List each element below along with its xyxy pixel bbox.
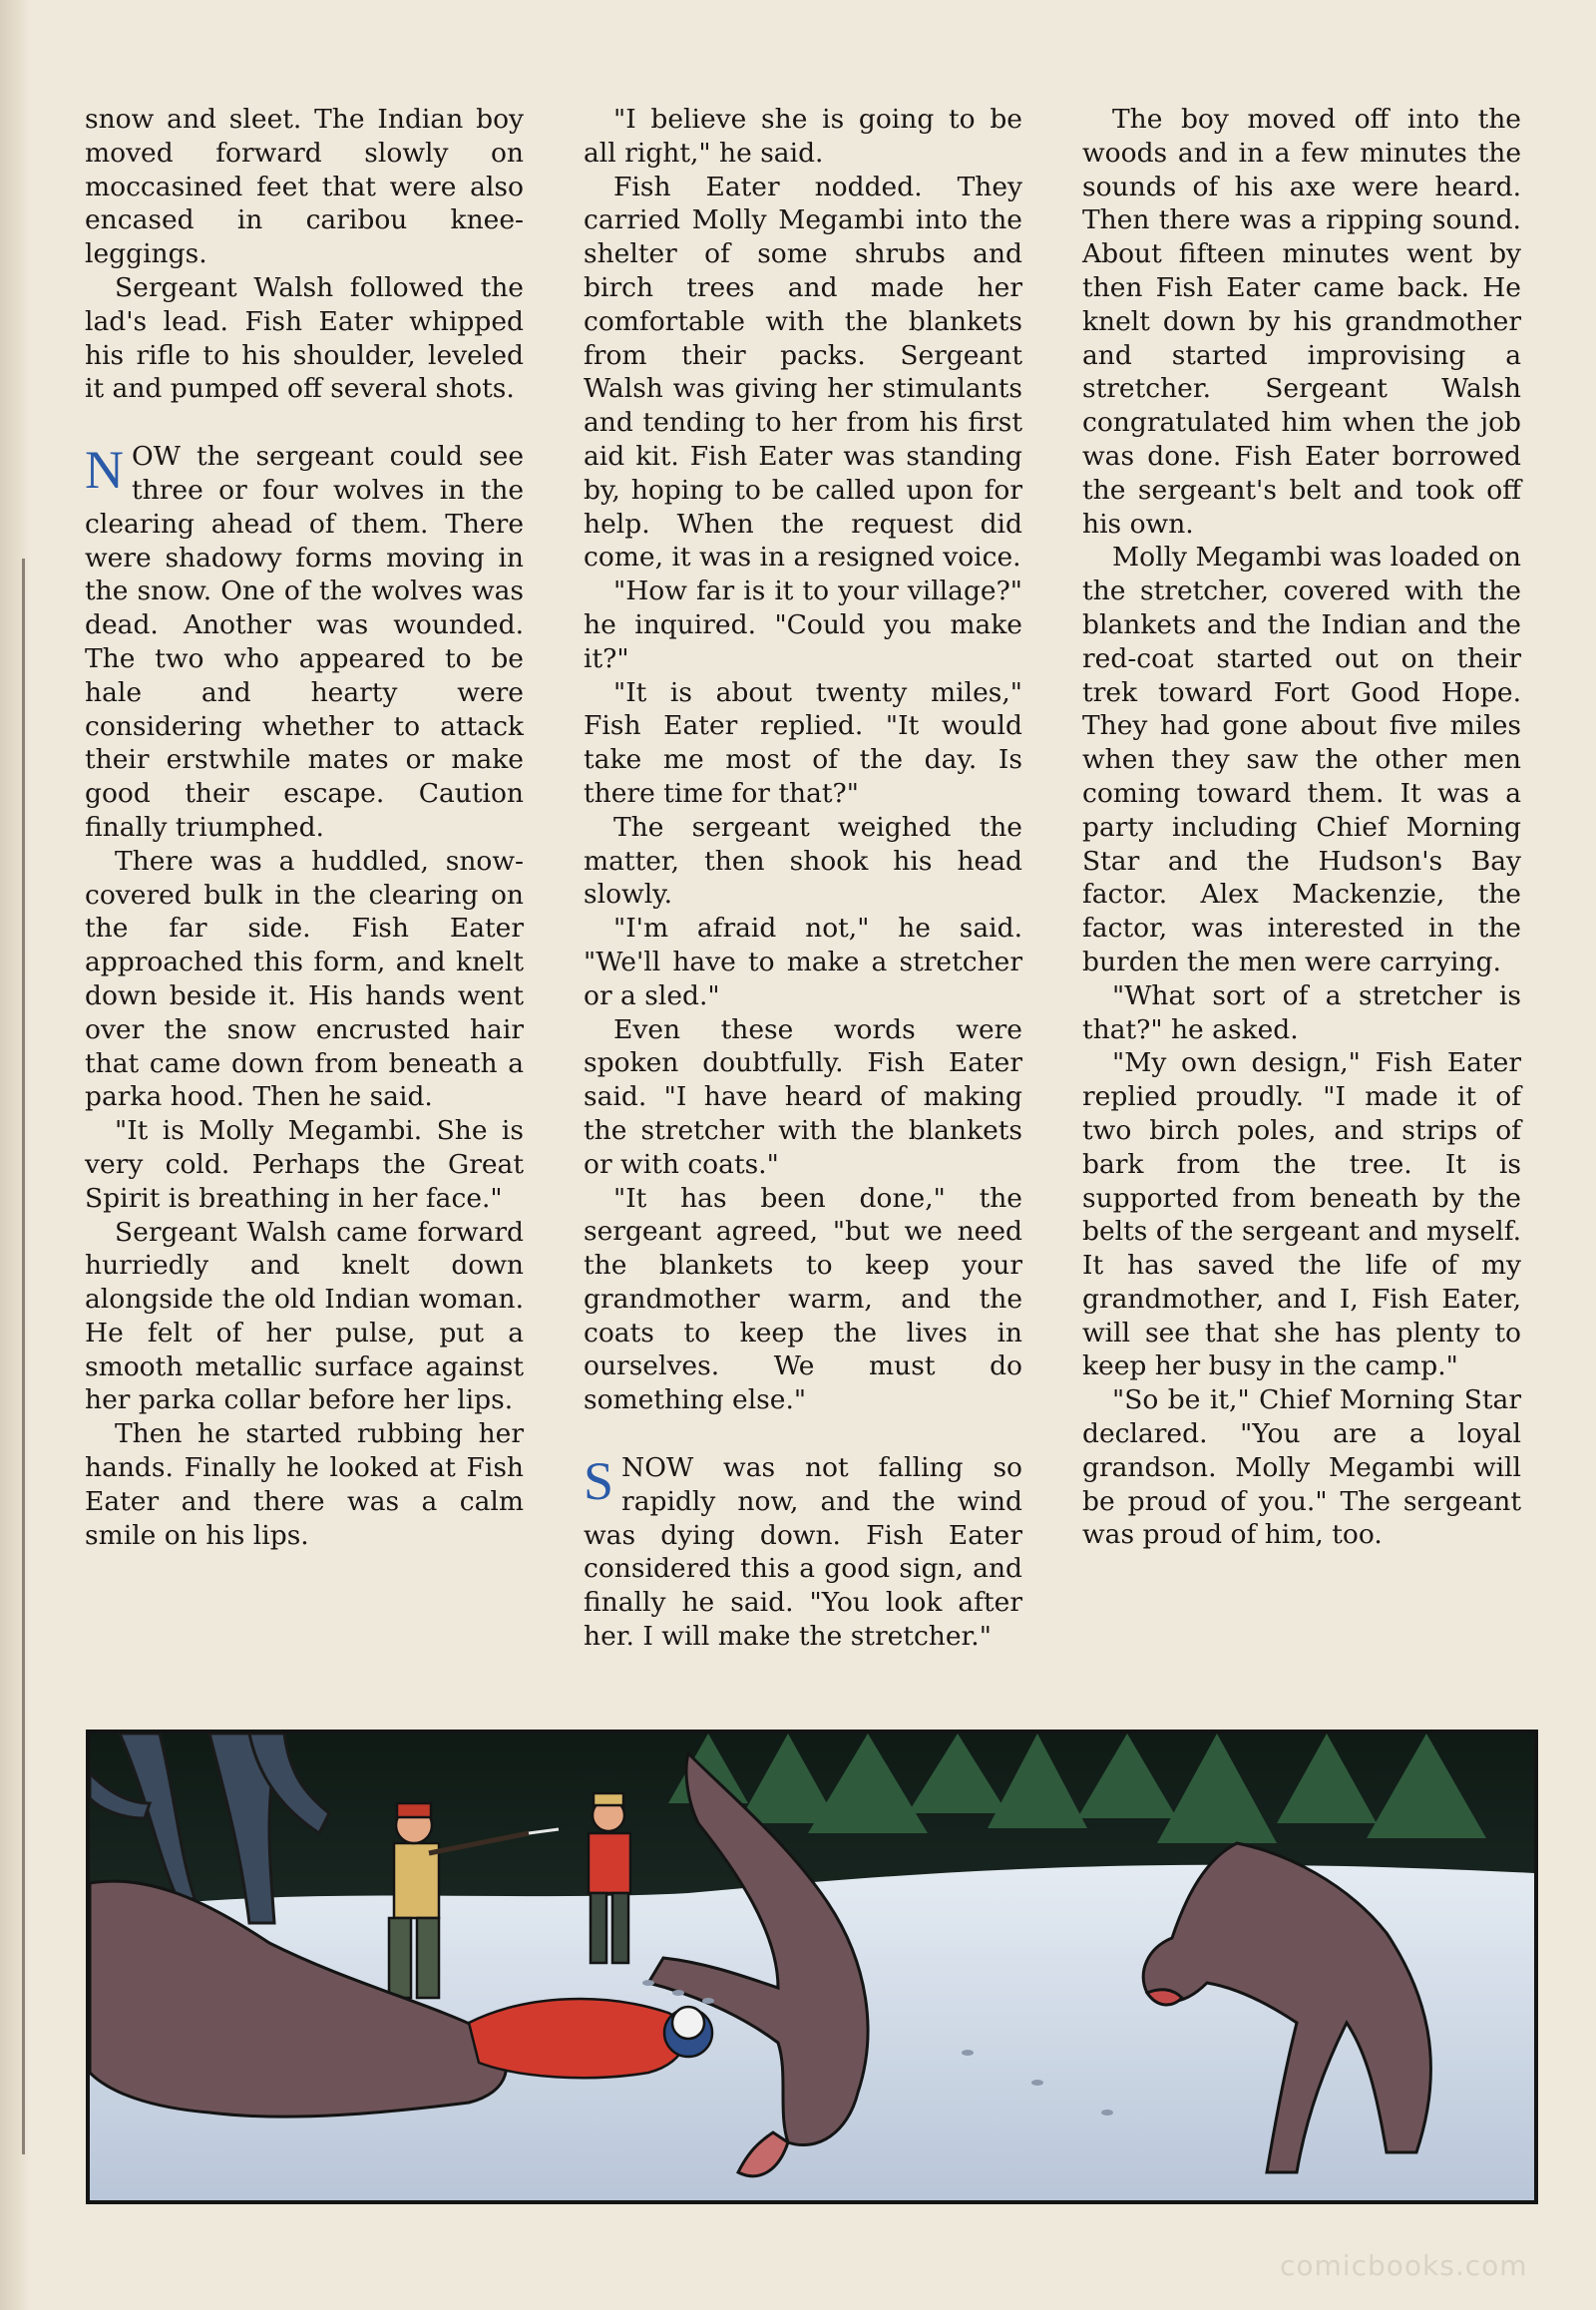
paragraph: Sergeant Walsh came forward hurriedly and knelt down alongside the old Indian woman. He felt of her pulse, put a smooth metallic surface against her parka collar before her lips.: [85, 1216, 524, 1416]
paragraph: Molly Megambi was loaded on the stretcher, covered with the blankets and the Indian and the red-coat started out on their trek toward Fort Good Hope. They had gone about five miles when they saw the other men coming toward them. It was a party including Chief Morning Star and the Hudson's Bay factor. Alex Mackenzie, the factor, was interested in the burden the men were carrying.: [1082, 542, 1521, 977]
dropcap-lead: OW the sergeant could see: [132, 441, 524, 473]
paragraph-body: rapidly now, and the wind was dying down. Fish Eater considered this a good sign, and finally he said. "You look after her. I will make the stretcher.": [584, 1485, 1022, 1653]
paragraph: Sergeant Walsh followed the lad's lead. Fish Eater whipped his rifle to his shoulder, leveled it and pumped off several shots.: [85, 271, 524, 405]
page-binding-edge: [0, 0, 30, 2310]
paragraph: "It has been done," the sergeant agreed, "but we need the blankets to keep your grandmother warm, and the coats to keep the lives in ourselves. We must do something else.": [584, 1182, 1022, 1416]
illustration-panel: [86, 1730, 1538, 2204]
text-column-1: [85, 103, 524, 1552]
story-columns: [85, 103, 1521, 1729]
paragraph: Even these words were spoken doubtfully. Fish Eater said. "I have heard of making the stretcher with the blankets or with coats.": [584, 1013, 1022, 1180]
paragraph: "How far is it to your village?" he inquired. "Could you make it?": [584, 576, 1022, 674]
dropcap-lead: NOW was not falling so: [621, 1452, 1022, 1484]
paragraph: The boy moved off into the woods and in a few minutes the sounds of his axe were heard. Then there was a ripping sound. About fifteen minutes went by then Fish Eater came back. He knelt down by his grandmother and started improvising a stretcher. Sergeant Walsh congratulated him when the job was done. Fish Eater borrowed the sergeant's belt and took off his own.: [1082, 104, 1521, 540]
paragraph: "So be it," Chief Morning Star declared. "You are a loyal grandson. Molly Megambi will be proud of you." The sergeant was proud of him, too.: [1082, 1384, 1521, 1551]
text-column-3: [1082, 103, 1521, 1552]
paragraph: Then he started rubbing her hands. Finally he looked at Fish Eater and there was a calm smile on his lips.: [85, 1418, 524, 1551]
paragraph: Fish Eater nodded. They carried Molly Megambi into the shelter of some shrubs and birch trees and made her comfortable with the blankets from their packs. Sergeant Walsh was giving her stimulants and tending to her from his first aid kit. Fish Eater was standing by, hoping to be called upon for help. When the request did come, it was in a resigned voice.: [584, 171, 1022, 574]
dropcap-letter: S: [584, 1451, 614, 1512]
paragraph: "My own design," Fish Eater replied proudly. "I made it of two birch poles, and strips of bark from the tree. It is supported from beneath by the belts of the sergeant and myself. It has saved the life of my grandmother, and I, Fish Eater, will see that she has plenty to keep her busy in the camp.": [1082, 1047, 1521, 1382]
paragraph: "What sort of a stretcher is that?" he asked.: [1082, 979, 1521, 1045]
paragraph: "It is about twenty miles," Fish Eater replied. "It would take me most of the day. Is there time for that?": [584, 676, 1022, 809]
wolf-attack-illustration: [90, 1733, 1534, 2200]
dropcap-letter: N: [85, 440, 124, 501]
text-column-2: [584, 103, 1022, 1654]
dropcap-paragraph: [85, 440, 524, 845]
site-watermark: comicbooks.com: [1280, 2249, 1528, 2282]
dropcap-paragraph: [584, 1451, 1022, 1654]
paragraph: "I believe she is going to be all right," he said.: [584, 104, 1022, 169]
paragraph: The sergeant weighed the matter, then shook his head slowly.: [584, 811, 1022, 911]
paragraph: "I'm afraid not," he said. "We'll have to make a stretcher or a sled.": [584, 913, 1022, 1011]
paragraph: "It is Molly Megambi. She is very cold. Perhaps the Great Spirit is breathing in her face.": [85, 1115, 524, 1214]
paragraph: There was a huddled, snow-covered bulk in the clearing on the far side. Fish Eater approached this form, and knelt down beside it. His hands went over the snow encrusted hair that came down from beneath a parka hood. Then he said.: [85, 845, 524, 1113]
paragraph-body: three or four wolves in the clearing ahead of them. There were shadowy forms moving in the snow. One of the wolves was dead. Another was wounded. The two who appeared to be hale and hearty were considering whether to attack their erstwhile mates or make good their escape. Caution finally triumphed.: [85, 474, 524, 843]
paragraph: snow and sleet. The Indian boy moved forward slowly on moccasined feet that were also encased in caribou knee-leggings.: [85, 104, 524, 270]
